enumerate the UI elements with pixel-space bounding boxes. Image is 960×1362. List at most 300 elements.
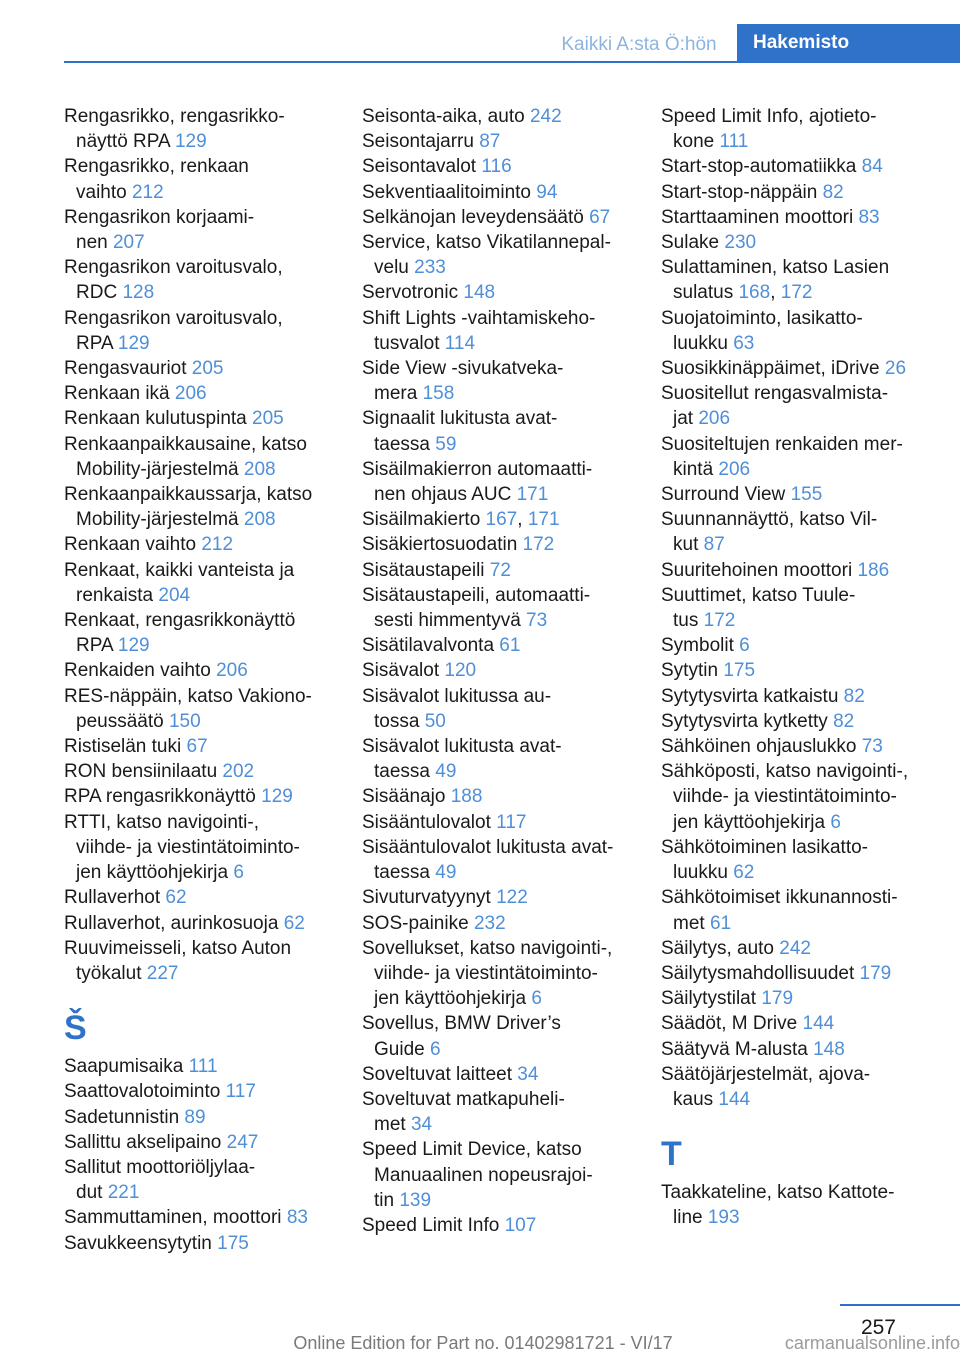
watermark: carmanualsonline.info [784,1333,960,1353]
index-entry [64,205,344,230]
index-entry [661,986,960,1011]
index-entry [362,936,647,961]
entry-text: RES-näppäin, katso Vakiono- [64,685,312,707]
page-link[interactable]: 82 [822,181,844,203]
entry-text: Sisävalot lukitusta avat- [362,736,562,758]
entry-text: Renkaat, rengasrikkonäyttö [64,610,296,632]
index-entry [64,911,344,936]
index-entry [661,1037,960,1062]
entry-text: Symbolit [661,635,740,657]
index-entry-continuation [362,759,647,784]
page-link[interactable]: 144 [718,1088,751,1110]
index-entry-continuation [64,709,344,734]
index-entry [362,1087,647,1112]
index-entry [362,205,647,230]
index-entry [362,230,647,255]
page-link[interactable]: 111 [719,131,749,153]
page-link[interactable]: 50 [424,710,446,732]
index-entry [661,255,960,280]
page-link[interactable]: 148 [463,282,496,304]
index-entry [64,1231,344,1256]
page-link[interactable]: 73 [526,610,548,632]
entry-text: velu [374,257,415,279]
page-link[interactable]: 175 [723,660,756,682]
page-link[interactable]: 205 [191,358,224,380]
page-link[interactable]: 34 [517,1063,539,1085]
entry-text: Renkaan vaihto [64,534,202,556]
page-link[interactable]: 120 [444,660,477,682]
index-entry [64,532,344,557]
entry-text: Sekventiaalitoiminto [362,181,537,203]
entry-text: Savukkeensytytin [64,1232,218,1254]
breadcrumb[interactable]: Kaikki A:sta Ö:hön [561,34,717,55]
page-link[interactable]: 167 [485,509,518,531]
page-link[interactable]: 116 [481,156,512,178]
page-link[interactable]: 6 [429,1038,441,1060]
index-entry [362,280,647,305]
index-entry [64,759,344,784]
index-entry [64,684,344,709]
footer-rule [840,1304,960,1306]
page-link[interactable]: 148 [813,1038,845,1060]
entry-text: Sähkötoiminen lasikatto- [661,836,868,858]
page-link[interactable]: 73 [861,736,883,758]
index-entry-continuation [64,331,344,356]
entry-text: Renkaiden vaihto [64,660,217,682]
separator: , [517,509,528,531]
page-link[interactable]: 207 [112,232,145,254]
entry-text: Sisäilmakierto [362,509,486,531]
index-entry-continuation [64,1180,344,1205]
entry-text: Soveltuvat laitteet [362,1063,518,1085]
entry-text: Sulattaminen, katso Lasien [661,257,890,279]
entry-text: Speed Limit Info, ajotieto- [661,106,877,127]
page-link[interactable]: 61 [499,635,521,657]
entry-text: Seisontavalot [362,156,482,178]
index-entry [64,255,344,280]
page-link[interactable]: 230 [724,232,757,254]
index-entry-continuation [362,961,647,986]
index-entry [661,306,960,331]
index-entry-continuation [64,860,344,885]
index-entry [362,784,647,809]
index-column-3 [661,104,960,1231]
index-entry [64,1079,344,1104]
index-entry [362,356,647,381]
entry-text: Rengasrikon varoitusvalo, [64,307,283,329]
index-entry [661,205,960,230]
entry-text: Renkaat, kaikki vanteista ja [64,559,295,581]
index-entry [64,784,344,809]
index-entry-continuation [661,280,960,305]
page-link[interactable]: 89 [184,1106,206,1128]
entry-text: peussäätö [76,710,169,732]
index-entry-continuation [661,1205,960,1230]
page-link[interactable]: 208 [243,458,276,480]
page-link[interactable]: 205 [252,408,284,430]
page-link[interactable]: 168 [738,282,771,304]
entry-text: Seisontajarru [362,131,480,153]
entry-text: Renkaan kulutuspinta [64,408,253,430]
entry-text: sulatus [673,282,739,304]
index-entry [661,230,960,255]
entry-text: Sovellukset, katso navigointi-, [362,937,613,959]
page-link[interactable]: 107 [504,1214,537,1236]
page-link[interactable]: 87 [479,131,501,153]
page-link[interactable]: 247 [226,1131,259,1153]
page-link[interactable]: 171 [527,509,560,531]
page-link[interactable]: 82 [843,685,865,707]
index-entry-continuation [362,432,647,457]
page-link[interactable]: 208 [243,509,276,531]
entry-text: kone [673,131,720,153]
entry-text: Renkaan ikä [64,383,175,405]
page-link[interactable]: 202 [222,761,255,783]
page-link[interactable]: 179 [761,988,794,1010]
entry-text: jen käyttöohjekirja [374,988,532,1010]
page-link[interactable]: 206 [174,383,207,405]
page-link[interactable]: 82 [833,710,855,732]
entry-text: SOS-painike [362,912,474,934]
entry-text: Sisävalot lukitussa au- [362,685,552,707]
entry-text: Renkaanpaikkaussarja, katso [64,484,313,506]
index-entry [661,885,960,910]
header-rule [64,61,960,63]
entry-text: vaihto [76,181,132,203]
page-link[interactable]: 62 [165,887,187,909]
index-entry [661,658,960,683]
index-entry [362,911,647,936]
entry-text: RPA rengasrikkonäyttö [64,786,262,808]
page-link[interactable]: 155 [790,484,823,506]
page-link[interactable]: 171 [516,484,549,506]
entry-text: Shift Lights -vaihtamiskeho- [362,307,596,329]
index-entry-continuation [661,608,960,633]
entry-text: Sisävalot [362,660,445,682]
index-entry [64,810,344,835]
entry-text: Selkänojan leveydensäätö [362,206,590,228]
page-link[interactable]: 114 [444,332,476,354]
entry-text: kintä [673,458,719,480]
entry-text: RPA [76,332,118,354]
page-link[interactable]: 175 [217,1232,249,1254]
index-entry [661,154,960,179]
page-link[interactable]: 49 [435,761,457,783]
entry-text: Säilytysmahdollisuudet [661,962,860,984]
entry-text: Säädöt, M Drive [661,1013,803,1035]
entry-text: Säätöjärjestelmät, ajova- [661,1063,871,1085]
entry-text: Säilytystilat [661,988,762,1010]
page-link[interactable]: 83 [286,1207,308,1229]
page-link[interactable]: 129 [117,635,150,657]
entry-text: RDC [76,282,123,304]
page-link[interactable]: 232 [473,912,506,934]
index-entry-continuation [64,457,344,482]
index-entry [362,154,647,179]
page-link[interactable]: 186 [857,559,890,581]
index-entry [362,658,647,683]
entry-text: Mobility-järjestelmä [76,458,244,480]
page-link[interactable]: 62 [283,912,305,934]
index-entry [64,608,344,633]
entry-text: näyttö RPA [76,131,175,153]
index-entry-continuation [64,180,344,205]
entry-text: Sähköinen ohjauslukko [661,736,862,758]
entry-text: Start-stop-automatiikka [661,156,862,178]
entry-text: met [673,912,710,934]
spacer [661,1112,960,1120]
index-entry [362,885,647,910]
index-entry [661,709,960,734]
page-link[interactable]: 34 [410,1114,433,1136]
index-entry-continuation [362,381,647,406]
page-link[interactable]: 117 [225,1081,256,1103]
index-entry [661,759,960,784]
page-link[interactable]: 206 [698,408,731,430]
separator: , [770,282,781,304]
entry-text: Rengasvauriot [64,358,192,380]
page-link[interactable]: 242 [779,937,811,959]
index-entry [362,457,647,482]
page-number: 257 [860,1316,896,1339]
page-link[interactable]: 150 [168,710,201,732]
index-entry-continuation [362,482,647,507]
page-link[interactable]: 62 [733,862,755,884]
page-link[interactable]: 72 [489,559,511,581]
entry-text: nen [76,232,113,254]
entry-text: dut [76,1182,108,1204]
index-entry [64,885,344,910]
index-entry [64,558,344,583]
index-entry [661,1180,960,1205]
page-link[interactable]: 129 [117,332,150,354]
entry-text: Start-stop-näppäin [661,181,823,203]
entry-text: Saapumisaika [64,1056,189,1078]
entry-text: Manuaalinen nopeusrajoi- [374,1164,593,1186]
index-entry [64,1205,344,1230]
entry-text: Sisäkiertosuodatin [362,534,523,556]
index-entry [661,558,960,583]
index-entry [661,961,960,986]
page-link[interactable]: 26 [884,358,907,380]
page-link[interactable]: 206 [718,458,751,480]
index-entry-continuation [661,860,960,885]
index-entry-continuation [64,835,344,860]
page-link[interactable]: 87 [703,534,725,556]
entry-text: kaus [673,1088,719,1110]
index-entry [64,1105,344,1130]
entry-text: Säätyvä M-alusta [661,1038,814,1060]
entry-text: Suunnannäyttö, katso Vil- [661,509,878,531]
entry-text: työkalut [76,962,147,984]
index-entry [661,482,960,507]
index-entry [661,1062,960,1087]
entry-text: Sisätaustapeili, automaatti- [362,584,591,606]
page-link[interactable]: 139 [399,1189,432,1211]
index-entry [661,835,960,860]
index-column-1 [64,104,344,1256]
index-entry [362,129,647,154]
index-entry-continuation [661,532,960,557]
entry-text: Soveltuvat matkapuheli- [362,1088,565,1110]
page-link[interactable]: 63 [733,332,755,354]
page-link[interactable]: 67 [186,736,208,758]
page-link[interactable]: 204 [158,584,191,606]
entry-text: Sähkötoimiset ikkunannosti- [661,887,898,909]
page-link[interactable]: 59 [435,433,457,455]
page-link[interactable]: 49 [435,862,457,884]
page-link[interactable]: 83 [858,206,880,228]
page-link[interactable]: 179 [859,962,892,984]
page-link[interactable]: 242 [529,106,562,127]
entry-text: Suositeltujen renkaiden mer- [661,433,903,455]
index-entry [661,684,960,709]
entry-text: RTTI, katso navigointi-, [64,811,260,833]
page-link[interactable]: 144 [802,1013,835,1035]
entry-text: Suuttimet, katso Tuule- [661,584,856,606]
index-entry-continuation [661,331,960,356]
entry-text: taessa [374,862,436,884]
index-entry-continuation [64,583,344,608]
entry-text: Sallittu akselipaino [64,1131,227,1153]
page-link[interactable]: 212 [131,181,164,203]
entry-text: mera [374,383,423,405]
page-link[interactable]: 6 [233,862,244,884]
index-entry [362,1213,647,1238]
entry-text: Mobility-järjestelmä [76,509,244,531]
index-entry [362,306,647,331]
entry-text: Rullaverhot, aurinkosuoja [64,912,284,934]
page-link[interactable]: 158 [422,383,455,405]
entry-text: renkaista [76,584,159,606]
page-link[interactable]: 193 [707,1207,740,1229]
index-entry-continuation [661,129,960,154]
index-entry [64,658,344,683]
entry-text: Sisätaustapeili [362,559,490,581]
entry-text: Sisäänajo [362,786,451,808]
entry-text: Suosikkinäppäimet, iDrive [661,358,885,380]
index-entry [64,1130,344,1155]
entry-text: Suojatoiminto, lasikatto- [661,307,863,329]
page-link[interactable]: 84 [861,156,883,178]
entry-text: Guide [374,1038,430,1060]
edition-note: Online Edition for Part no. 01402981721 - VI/17 [293,1333,673,1353]
index-entry [362,734,647,759]
index-entry-continuation [362,608,647,633]
index-entry-continuation [661,810,960,835]
entry-text: tusvalot [374,332,445,354]
entry-text: Taakkateline, katso Kattote- [661,1182,895,1204]
page-link[interactable]: 111 [188,1056,218,1078]
entry-text: Säilytys, auto [661,937,780,959]
index-entry [64,356,344,381]
entry-text: Ristiselän tuki [64,736,187,758]
index-entry [362,684,647,709]
entry-text: viihde- ja viestintätoiminto- [76,836,300,858]
page-link[interactable]: 94 [536,181,558,203]
entry-text: Sisätilavalvonta [362,635,500,657]
section-tab[interactable]: Hakemisto [737,24,960,61]
index-entry [362,1062,647,1087]
entry-text: viihde- ja viestintätoiminto- [673,786,897,808]
index-entry-continuation [64,633,344,658]
page-link[interactable]: 117 [496,811,527,833]
index-entry [64,381,344,406]
entry-text: Sähköposti, katso navigointi-, [661,761,909,783]
page-link[interactable]: 61 [709,912,732,934]
entry-text: tus [673,610,704,632]
index-entry [64,154,344,179]
index-entry [64,406,344,431]
page-link[interactable]: 128 [122,282,155,304]
page-link[interactable]: 172 [703,610,736,632]
entry-text: Speed Limit Info [362,1214,505,1236]
index-entry [64,482,344,507]
page-link[interactable]: 188 [450,786,483,808]
entry-text: Suositellut rengasvalmista- [661,383,889,405]
index-entry [661,356,960,381]
page-link[interactable]: 129 [261,786,293,808]
index-entry-continuation [362,1188,647,1213]
entry-text: Seisonta-aika, auto [362,106,530,127]
entry-text: viihde- ja viestintätoiminto- [374,962,598,984]
page-link[interactable]: 172 [522,534,555,556]
entry-text: Rengasrikko, renkaan [64,156,249,178]
page-link[interactable]: 221 [107,1182,140,1204]
page-link[interactable]: 6 [739,635,750,657]
page-link[interactable]: 122 [496,887,528,909]
spacer [64,986,344,994]
entry-text: Sytytin [661,660,724,682]
page-link[interactable]: 206 [216,660,248,682]
index-entry [661,633,960,658]
entry-text: Suuritehoinen moottori [661,559,858,581]
page-link[interactable]: 129 [174,131,207,153]
entry-text: Sulake [661,232,725,254]
index-entry [661,381,960,406]
page-link[interactable]: 212 [201,534,234,556]
page-link[interactable]: 67 [589,206,611,228]
entry-text: Sallitut moottoriöljylaa- [64,1156,256,1178]
page-link[interactable]: 172 [780,282,813,304]
index-entry [362,1137,647,1162]
entry-text: Service, katso Vikatilannepal- [362,232,611,254]
index-entry-continuation [661,911,960,936]
index-entry [362,583,647,608]
page-link[interactable]: 233 [414,257,446,279]
entry-text: Sivuturvatyynyt [362,887,497,909]
entry-text: tin [374,1189,400,1211]
entry-text: tossa [374,710,425,732]
section-letter: T [661,1135,682,1174]
index-entry [362,532,647,557]
entry-text: Speed Limit Device, katso [362,1139,582,1161]
entry-text: Surround View [661,484,791,506]
index-entry-continuation [661,1087,960,1112]
index-entry-continuation [64,230,344,255]
entry-text: Sammuttaminen, moottori [64,1207,287,1229]
index-entry [64,734,344,759]
index-entry [661,507,960,532]
index-entry [64,1155,344,1180]
entry-text: jen käyttöohjekirja [673,811,831,833]
index-entry [661,936,960,961]
page-link[interactable]: 227 [146,962,179,984]
page-link[interactable]: 6 [531,988,542,1010]
page-link[interactable]: 6 [830,811,841,833]
index-entry [661,734,960,759]
index-entry-continuation [362,1163,647,1188]
